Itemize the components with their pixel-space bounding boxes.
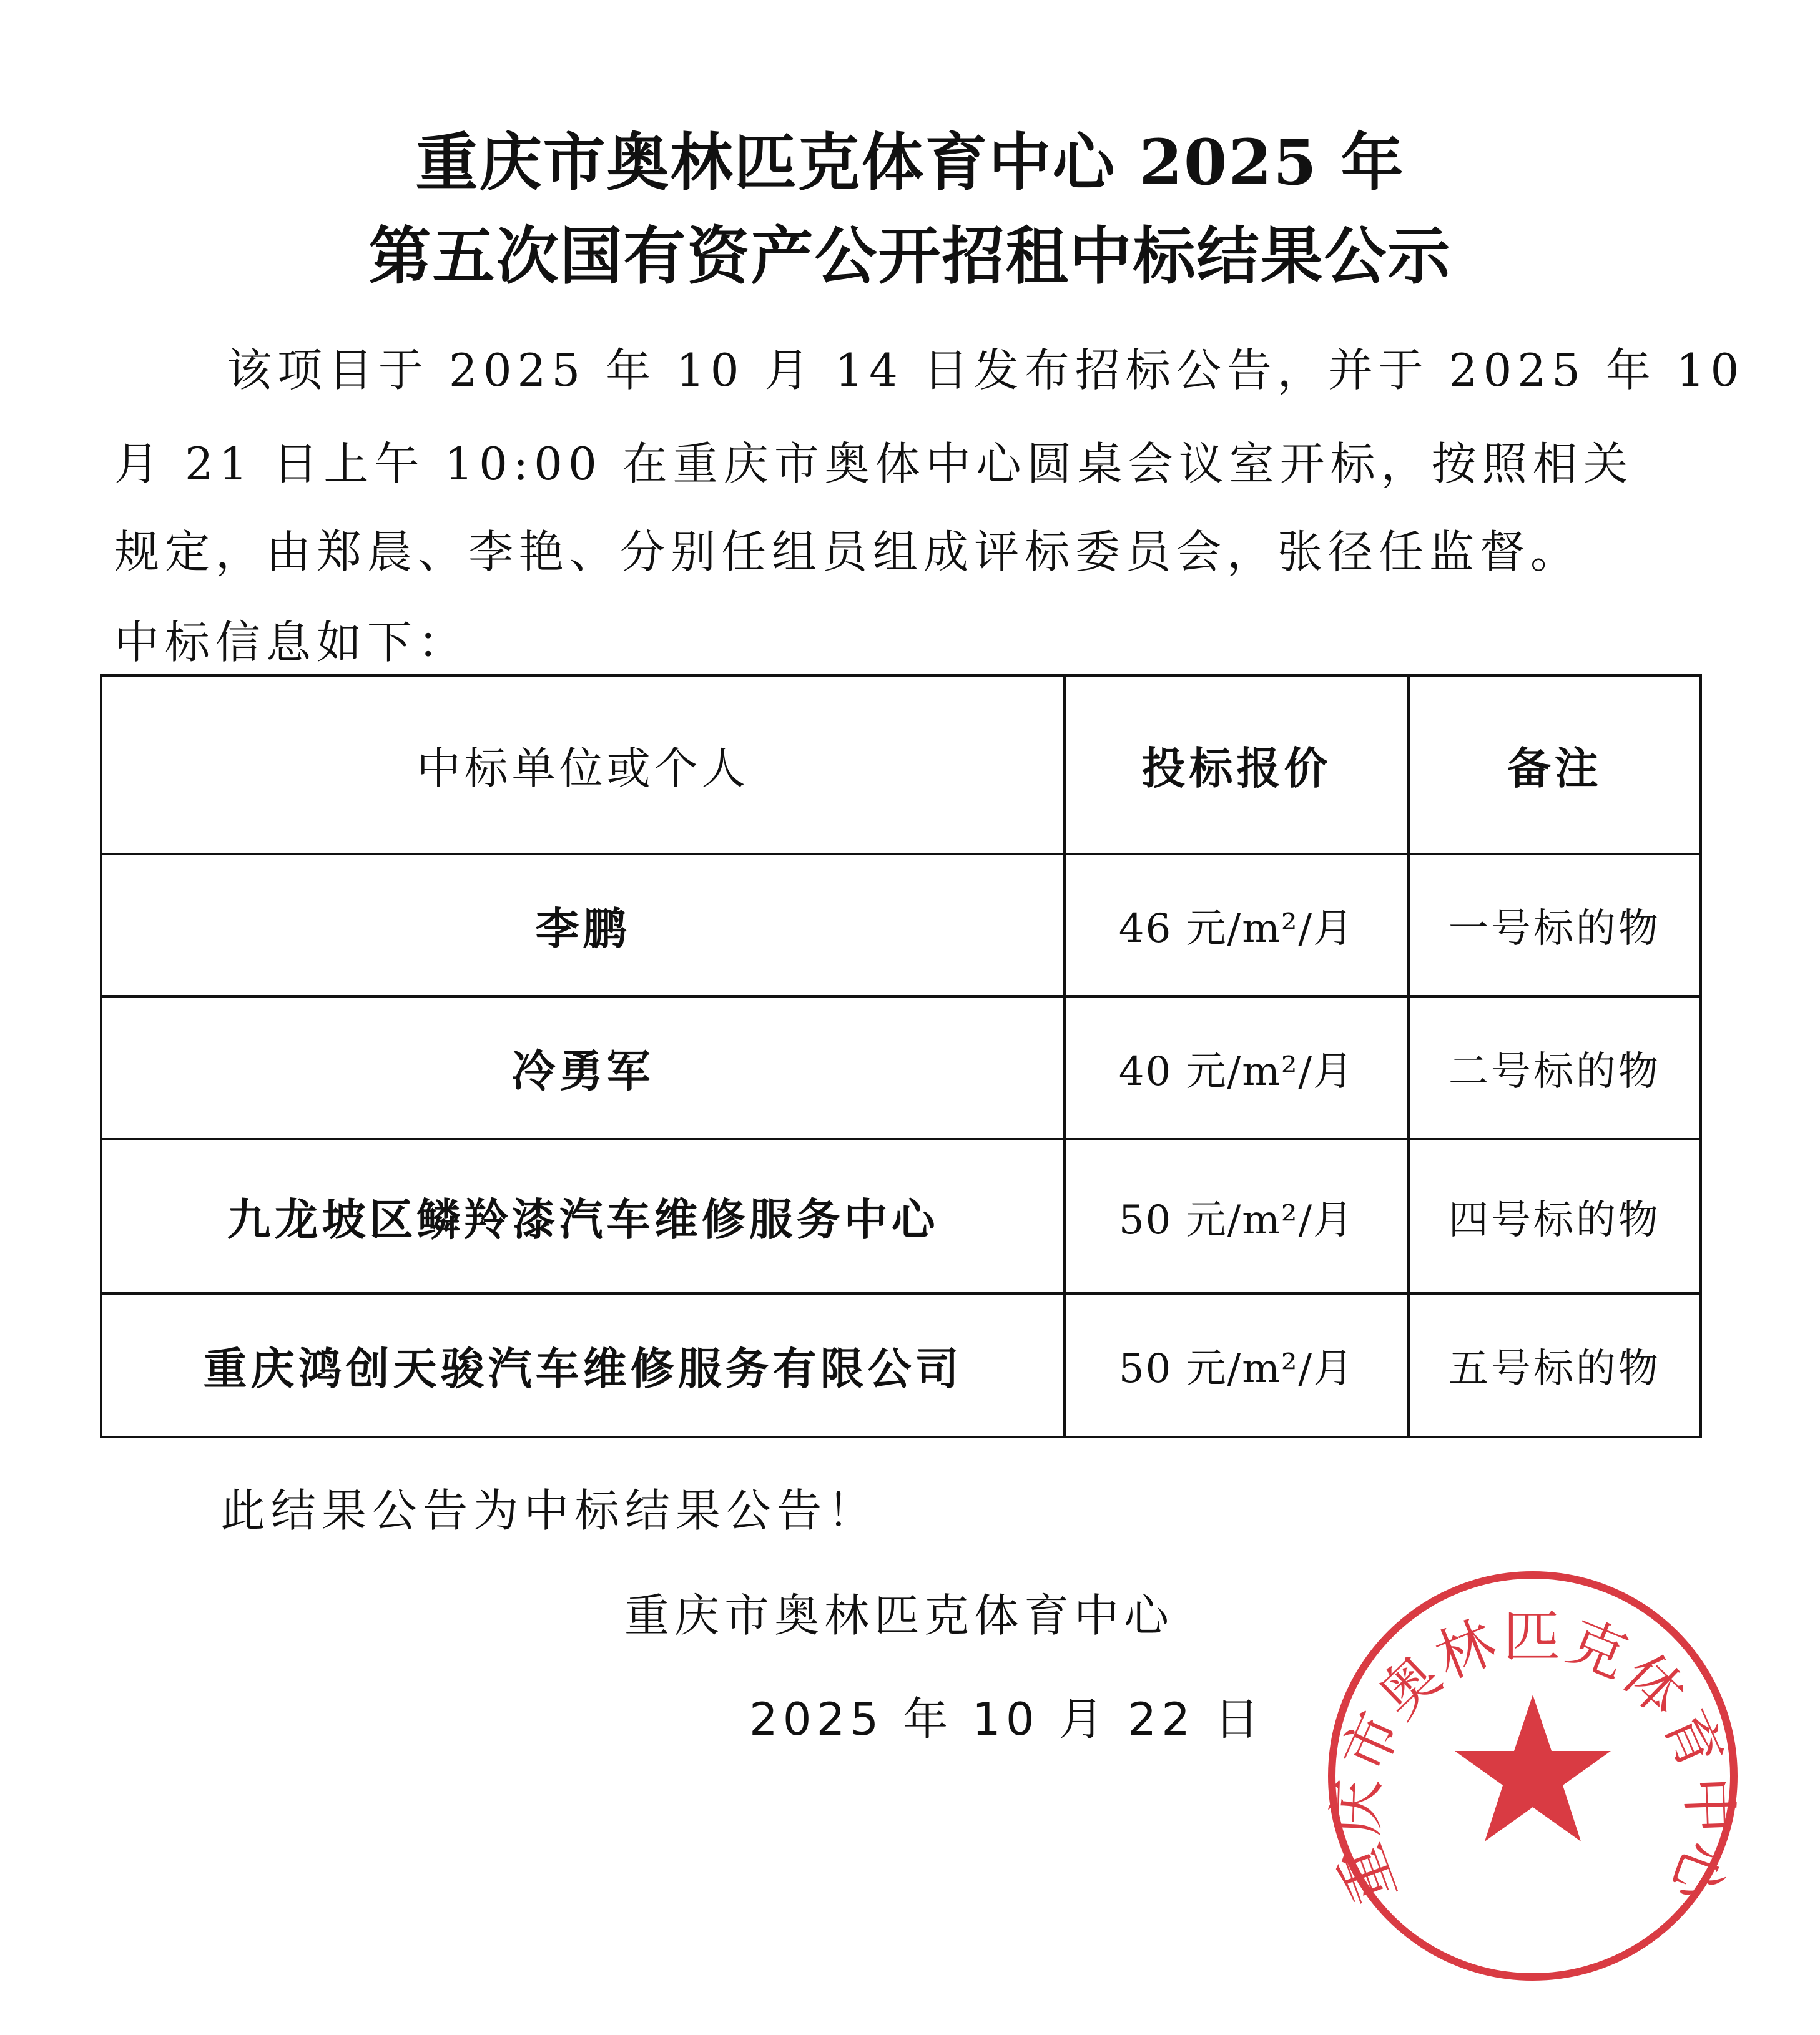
- winning-bid-table: [100, 674, 1702, 1438]
- price-cell: 50 元/m²/月: [1065, 1293, 1408, 1437]
- table-row: [101, 1139, 1701, 1293]
- body-line-2: 月 21 日上午 10:00 在重庆市奥体中心圆桌会议室开标，按照相关: [114, 438, 1634, 490]
- header-price: 投标报价: [1065, 675, 1408, 854]
- price-cell: 46 元/m²/月: [1065, 854, 1408, 996]
- body-line-1: 该项目于 2025 年 10 月 14 日发布招标公告，并于 2025 年 10: [227, 344, 1745, 396]
- body-line-3: 规定，由郑晨、李艳、分别任组员组成评标委员会，张径任监督。: [114, 526, 1581, 578]
- note-cell: 二号标的物: [1409, 996, 1701, 1139]
- note-cell: 四号标的物: [1409, 1139, 1701, 1293]
- document-title-line2: 第五次国有资产公开招租中标结果公示: [368, 219, 1452, 293]
- winner-cell: 李鹏: [101, 854, 1065, 996]
- price-cell: 50 元/m²/月: [1065, 1139, 1408, 1293]
- winner-cell: 九龙坡区鳞羚漆汽车维修服务中心: [101, 1139, 1065, 1293]
- price-cell: 40 元/m²/月: [1065, 996, 1408, 1139]
- closing-statement: 此结果公告为中标结果公告！: [220, 1484, 878, 1537]
- table-row: [101, 854, 1701, 996]
- body-line-4: 中标信息如下：: [114, 616, 469, 669]
- header-winner: 中标单位或个人: [101, 675, 1065, 854]
- table-header-row: [101, 675, 1701, 854]
- header-note: 备注: [1409, 675, 1701, 854]
- star-icon: [1455, 1695, 1611, 1841]
- signature-organization: 重庆市奥林匹克体育中心: [624, 1589, 1174, 1642]
- table-row: [101, 1293, 1701, 1437]
- note-cell: 一号标的物: [1409, 854, 1701, 996]
- table-row: [101, 996, 1701, 1139]
- signature-date: 2025 年 10 月 22 日: [749, 1693, 1264, 1745]
- document-title-line1: 重庆市奥林匹克体育中心 2025 年: [415, 125, 1405, 199]
- official-seal: [1317, 1561, 1748, 1991]
- seal-text: 重庆市奥林匹克体育中心: [1322, 1603, 1743, 1913]
- winner-cell: 重庆鸿创天骏汽车维修服务有限公司: [101, 1293, 1065, 1437]
- note-cell: 五号标的物: [1409, 1293, 1701, 1437]
- winner-cell: 冷勇军: [101, 996, 1065, 1139]
